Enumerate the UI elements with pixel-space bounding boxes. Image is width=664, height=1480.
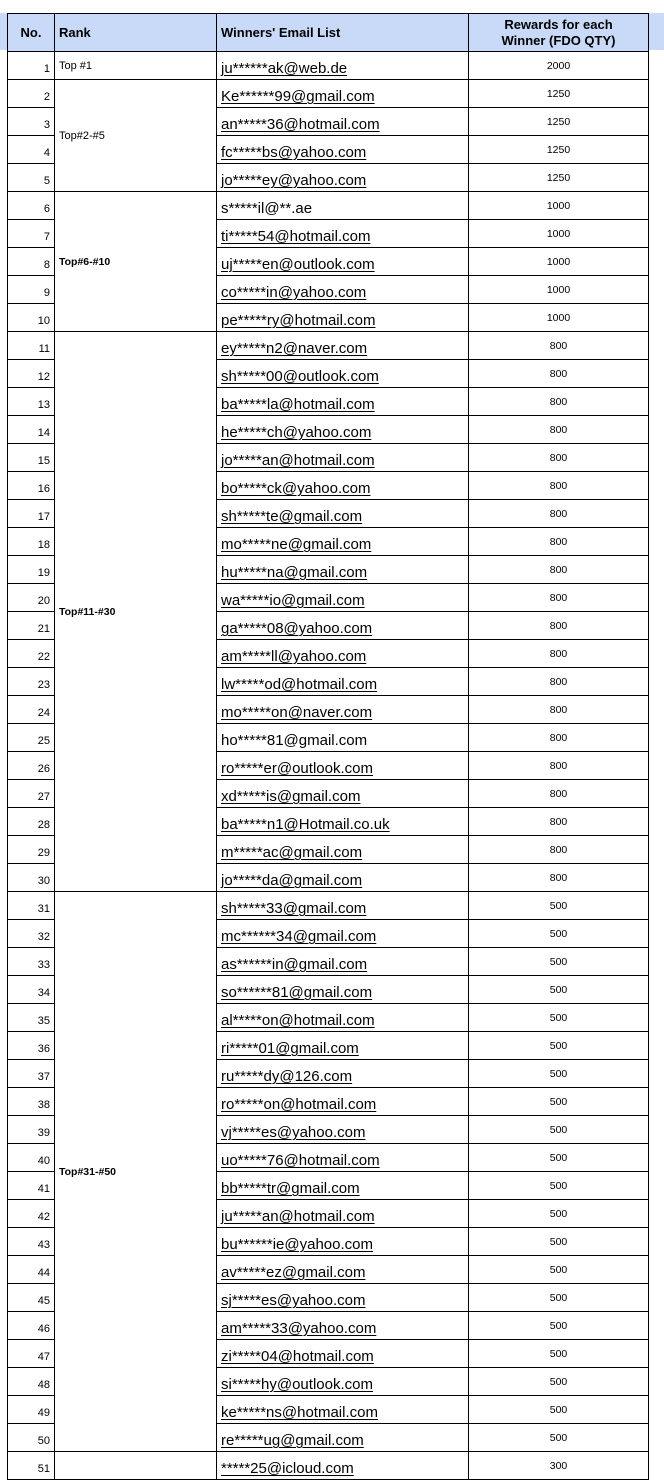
winner-email-cell — [217, 1060, 469, 1088]
winner-email-cell — [217, 500, 469, 528]
table-row — [8, 192, 649, 220]
winner-email-cell — [217, 696, 469, 724]
row-number-cell: 6 — [8, 192, 55, 220]
row-number-cell: 14 — [8, 416, 55, 444]
reward-amount-cell: 500 — [469, 1088, 649, 1116]
row-number-cell: 16 — [8, 472, 55, 500]
winner-email-cell — [217, 1200, 469, 1228]
table-row — [8, 52, 649, 80]
row-number-cell: 21 — [8, 612, 55, 640]
reward-amount-cell: 500 — [469, 1396, 649, 1424]
row-number-cell: 39 — [8, 1116, 55, 1144]
winner-email-link[interactable]: ey*****n2@naver.com — [221, 340, 368, 357]
row-number-cell: 12 — [8, 360, 55, 388]
row-number-cell: 48 — [8, 1368, 55, 1396]
winner-email-cell — [217, 136, 469, 164]
winner-email-link[interactable]: ba*****la@hotmail.com — [221, 396, 375, 413]
row-number-cell: 38 — [8, 1088, 55, 1116]
winner-email-cell — [217, 584, 469, 612]
winner-email-cell — [217, 892, 469, 920]
row-number-cell: 34 — [8, 976, 55, 1004]
reward-amount-cell: 500 — [469, 948, 649, 976]
winner-email-cell — [217, 1172, 469, 1200]
row-number-cell: 35 — [8, 1004, 55, 1032]
table-row — [8, 80, 649, 108]
winner-email-cell — [217, 1284, 469, 1312]
column-header-rank: Rank — [55, 14, 217, 52]
winner-email-link[interactable]: vj*****es@yahoo.com — [221, 1124, 366, 1141]
row-number-cell: 41 — [8, 1172, 55, 1200]
row-number-cell: 29 — [8, 836, 55, 864]
reward-amount-cell: 500 — [469, 892, 649, 920]
column-header-email: Winners' Email List — [217, 14, 469, 52]
reward-amount-cell: 500 — [469, 1228, 649, 1256]
winner-email-link[interactable]: jo*****an@hotmail.com — [221, 452, 375, 469]
winner-email-text: s*****il@**.ae — [221, 200, 313, 217]
winner-email-cell — [217, 920, 469, 948]
reward-amount-cell: 500 — [469, 1368, 649, 1396]
reward-amount-cell: 1000 — [469, 304, 649, 332]
table-row — [8, 332, 649, 360]
winner-email-cell — [217, 1088, 469, 1116]
winner-email-cell — [217, 1032, 469, 1060]
winner-email-cell — [217, 248, 469, 276]
reward-amount-cell: 800 — [469, 780, 649, 808]
winner-email-cell — [217, 528, 469, 556]
reward-amount-cell: 800 — [469, 584, 649, 612]
winner-email-link[interactable]: mo*****on@naver.com — [221, 704, 373, 721]
row-number-cell: 13 — [8, 388, 55, 416]
reward-amount-cell: 500 — [469, 1060, 649, 1088]
winner-email-cell — [217, 556, 469, 584]
winners-rewards-table — [7, 13, 649, 1480]
row-number-cell: 18 — [8, 528, 55, 556]
row-number-cell: 22 — [8, 640, 55, 668]
row-number-cell: 44 — [8, 1256, 55, 1284]
reward-amount-cell: 1000 — [469, 248, 649, 276]
row-number-cell: 25 — [8, 724, 55, 752]
reward-amount-cell: 800 — [469, 668, 649, 696]
row-number-cell: 32 — [8, 920, 55, 948]
row-number-cell: 42 — [8, 1200, 55, 1228]
column-header-reward-line2: Winner (FDO QTY) — [501, 32, 616, 48]
row-number-cell: 2 — [8, 80, 55, 108]
reward-amount-cell: 500 — [469, 1284, 649, 1312]
reward-amount-cell: 2000 — [469, 52, 649, 80]
winner-email-cell — [217, 108, 469, 136]
winner-email-link[interactable]: ga*****08@yahoo.com — [221, 620, 373, 637]
row-number-cell: 46 — [8, 1312, 55, 1340]
row-number-cell: 51 — [8, 1452, 55, 1480]
winner-email-cell — [217, 948, 469, 976]
reward-amount-cell: 800 — [469, 612, 649, 640]
row-number-cell: 5 — [8, 164, 55, 192]
winner-email-text: ho*****81@gmail.com — [221, 732, 368, 749]
winner-email-cell — [217, 80, 469, 108]
winner-email-link[interactable]: ju******ak@web.de — [221, 60, 348, 77]
reward-amount-cell: 800 — [469, 388, 649, 416]
winner-email-cell — [217, 332, 469, 360]
row-number-cell: 33 — [8, 948, 55, 976]
winner-email-link[interactable]: re*****ug@gmail.com — [221, 1432, 364, 1449]
row-number-cell: 9 — [8, 276, 55, 304]
column-header-reward — [469, 14, 649, 52]
reward-amount-cell: 500 — [469, 1004, 649, 1032]
winner-email-link[interactable]: jo*****da@gmail.com — [221, 872, 363, 889]
winner-email-link[interactable]: ro*****er@outlook.com — [221, 760, 373, 777]
reward-amount-cell: 800 — [469, 528, 649, 556]
reward-amount-cell: 500 — [469, 1144, 649, 1172]
winner-email-cell — [217, 752, 469, 780]
table-header-row — [8, 14, 649, 52]
winners-table-body — [8, 52, 649, 1480]
row-number-cell: 17 — [8, 500, 55, 528]
winner-email-cell — [217, 1368, 469, 1396]
winner-email-cell — [217, 52, 469, 80]
winner-email-cell — [217, 1256, 469, 1284]
rank-group-cell: Top#2-#5 — [55, 80, 217, 192]
winner-email-cell — [217, 388, 469, 416]
reward-amount-cell: 500 — [469, 1172, 649, 1200]
reward-amount-cell: 500 — [469, 1200, 649, 1228]
winner-email-link[interactable]: sh*****00@outlook.com — [221, 368, 379, 385]
row-number-cell: 24 — [8, 696, 55, 724]
row-number-cell: 28 — [8, 808, 55, 836]
winner-email-link[interactable]: ju*****an@hotmail.com — [221, 1208, 375, 1225]
reward-amount-cell: 500 — [469, 1116, 649, 1144]
winner-email-cell — [217, 472, 469, 500]
column-header-no: No. — [8, 14, 55, 52]
row-number-cell: 4 — [8, 136, 55, 164]
winner-email-cell — [217, 1452, 469, 1480]
reward-amount-cell: 1000 — [469, 220, 649, 248]
row-number-cell: 40 — [8, 1144, 55, 1172]
row-number-cell: 19 — [8, 556, 55, 584]
winner-email-link[interactable]: so******81@gmail.com — [221, 984, 373, 1001]
row-number-cell: 50 — [8, 1424, 55, 1452]
winner-email-cell — [217, 1228, 469, 1256]
winner-email-cell — [217, 192, 469, 220]
winner-email-cell — [217, 1340, 469, 1368]
winner-email-cell — [217, 360, 469, 388]
winner-email-cell — [217, 416, 469, 444]
rank-group-cell: Top #1 — [55, 52, 217, 80]
winner-email-link[interactable]: uo*****76@hotmail.com — [221, 1152, 380, 1169]
row-number-cell: 7 — [8, 220, 55, 248]
reward-amount-cell: 500 — [469, 920, 649, 948]
row-number-cell: 43 — [8, 1228, 55, 1256]
reward-amount-cell: 500 — [469, 1312, 649, 1340]
winner-email-link[interactable]: wa*****io@gmail.com — [221, 592, 365, 609]
row-number-cell: 36 — [8, 1032, 55, 1060]
reward-amount-cell: 500 — [469, 1032, 649, 1060]
row-number-cell: 26 — [8, 752, 55, 780]
winner-email-cell — [217, 724, 469, 752]
rank-group-cell — [55, 1452, 217, 1480]
winner-email-cell — [217, 612, 469, 640]
winner-email-link[interactable]: ri*****01@gmail.com — [221, 1040, 359, 1057]
winner-email-cell — [217, 808, 469, 836]
row-number-cell: 27 — [8, 780, 55, 808]
reward-amount-cell: 300 — [469, 1452, 649, 1480]
table-row — [8, 892, 649, 920]
row-number-cell: 30 — [8, 864, 55, 892]
winner-email-link[interactable]: al*****on@hotmail.com — [221, 1012, 375, 1029]
winner-email-link[interactable]: bo*****ck@yahoo.com — [221, 480, 371, 497]
winner-email-cell — [217, 864, 469, 892]
winner-email-cell — [217, 1144, 469, 1172]
winner-email-link[interactable]: mc******34@gmail.com — [221, 928, 377, 945]
winner-email-link[interactable]: jo*****ey@yahoo.com — [221, 172, 367, 189]
reward-amount-cell: 800 — [469, 360, 649, 388]
row-number-cell: 49 — [8, 1396, 55, 1424]
reward-amount-cell: 500 — [469, 1340, 649, 1368]
reward-amount-cell: 1000 — [469, 276, 649, 304]
rank-group-cell: Top#6-#10 — [55, 192, 217, 332]
winner-email-link[interactable]: sh*****te@gmail.com — [221, 508, 363, 525]
winner-email-link[interactable]: uj*****en@outlook.com — [221, 256, 375, 273]
winner-email-link[interactable]: he*****ch@yahoo.com — [221, 424, 372, 441]
winner-email-link[interactable]: am*****ll@yahoo.com — [221, 648, 367, 665]
winner-email-link[interactable]: as******in@gmail.com — [221, 956, 368, 973]
winner-email-cell — [217, 640, 469, 668]
reward-amount-cell: 800 — [469, 500, 649, 528]
winner-email-cell — [217, 780, 469, 808]
row-number-cell: 23 — [8, 668, 55, 696]
winner-email-cell — [217, 1004, 469, 1032]
reward-amount-cell: 800 — [469, 472, 649, 500]
reward-amount-cell: 800 — [469, 836, 649, 864]
winner-email-link[interactable]: ba*****n1@Hotmail.co.uk — [221, 816, 390, 833]
winner-email-link[interactable]: lw*****od@hotmail.com — [221, 676, 378, 693]
row-number-cell: 31 — [8, 892, 55, 920]
reward-amount-cell: 800 — [469, 864, 649, 892]
winner-email-link[interactable]: ti*****54@hotmail.com — [221, 228, 371, 245]
row-number-cell: 37 — [8, 1060, 55, 1088]
winner-email-cell — [217, 444, 469, 472]
reward-amount-cell: 500 — [469, 976, 649, 1004]
row-number-cell: 3 — [8, 108, 55, 136]
reward-amount-cell: 800 — [469, 444, 649, 472]
row-number-cell: 47 — [8, 1340, 55, 1368]
winner-email-cell — [217, 1116, 469, 1144]
reward-amount-cell: 1250 — [469, 136, 649, 164]
reward-amount-cell: 800 — [469, 696, 649, 724]
column-header-reward-line1: Rewards for each — [504, 16, 613, 32]
winner-email-link[interactable]: *****25@icloud.com — [221, 1460, 354, 1477]
winner-email-link[interactable]: mo*****ne@gmail.com — [221, 536, 372, 553]
reward-amount-cell: 1250 — [469, 108, 649, 136]
winner-email-link[interactable]: an*****36@hotmail.com — [221, 116, 380, 133]
row-number-cell: 11 — [8, 332, 55, 360]
winner-email-link[interactable]: zi*****04@hotmail.com — [221, 1348, 374, 1365]
winner-email-link[interactable]: bu******ie@yahoo.com — [221, 1236, 373, 1253]
winner-email-link[interactable]: av*****ez@gmail.com — [221, 1264, 366, 1281]
table-row — [8, 1452, 649, 1480]
winner-email-link[interactable]: m*****ac@gmail.com — [221, 844, 363, 861]
row-number-cell: 20 — [8, 584, 55, 612]
reward-amount-cell: 800 — [469, 640, 649, 668]
reward-amount-cell: 1000 — [469, 192, 649, 220]
winner-email-link[interactable]: pe*****ry@hotmail.com — [221, 312, 376, 329]
reward-amount-cell: 500 — [469, 1424, 649, 1452]
winner-email-link[interactable]: ke*****ns@hotmail.com — [221, 1404, 378, 1421]
winner-email-link[interactable]: si*****hy@outlook.com — [221, 1376, 373, 1393]
reward-amount-cell: 800 — [469, 332, 649, 360]
winner-email-cell — [217, 164, 469, 192]
winner-email-link[interactable]: am*****33@yahoo.com — [221, 1320, 377, 1337]
reward-amount-cell: 800 — [469, 752, 649, 780]
winner-email-cell — [217, 976, 469, 1004]
winner-email-cell — [217, 220, 469, 248]
row-number-cell: 1 — [8, 52, 55, 80]
winner-email-cell — [217, 1312, 469, 1340]
winner-email-link[interactable]: bb*****tr@gmail.com — [221, 1180, 360, 1197]
reward-amount-cell: 800 — [469, 556, 649, 584]
winner-email-cell — [217, 836, 469, 864]
row-number-cell: 10 — [8, 304, 55, 332]
row-number-cell: 8 — [8, 248, 55, 276]
winner-email-link[interactable]: co*****in@yahoo.com — [221, 284, 367, 301]
winner-email-cell — [217, 276, 469, 304]
winner-email-link[interactable]: Ke******99@gmail.com — [221, 88, 375, 105]
winner-email-link[interactable]: ro*****on@hotmail.com — [221, 1096, 377, 1113]
winner-email-cell — [217, 1424, 469, 1452]
winner-email-link[interactable]: sh*****33@gmail.com — [221, 900, 367, 917]
row-number-cell: 15 — [8, 444, 55, 472]
winner-email-link[interactable]: sj*****es@yahoo.com — [221, 1292, 366, 1309]
rank-group-cell: Top#31-#50 — [55, 892, 217, 1452]
reward-amount-cell: 1250 — [469, 164, 649, 192]
reward-amount-cell: 800 — [469, 416, 649, 444]
reward-amount-cell: 800 — [469, 724, 649, 752]
rank-group-cell: Top#11-#30 — [55, 332, 217, 892]
winner-email-link[interactable]: fc*****bs@yahoo.com — [221, 144, 367, 161]
winner-email-cell — [217, 1396, 469, 1424]
reward-amount-cell: 1250 — [469, 80, 649, 108]
reward-amount-cell: 800 — [469, 808, 649, 836]
reward-amount-cell: 500 — [469, 1256, 649, 1284]
row-number-cell: 45 — [8, 1284, 55, 1312]
winner-email-link[interactable]: ru*****dy@126.com — [221, 1068, 353, 1085]
winner-email-link[interactable]: xd*****is@gmail.com — [221, 788, 361, 805]
winner-email-link[interactable]: hu*****na@gmail.com — [221, 564, 368, 581]
winner-email-cell — [217, 668, 469, 696]
winner-email-cell — [217, 304, 469, 332]
